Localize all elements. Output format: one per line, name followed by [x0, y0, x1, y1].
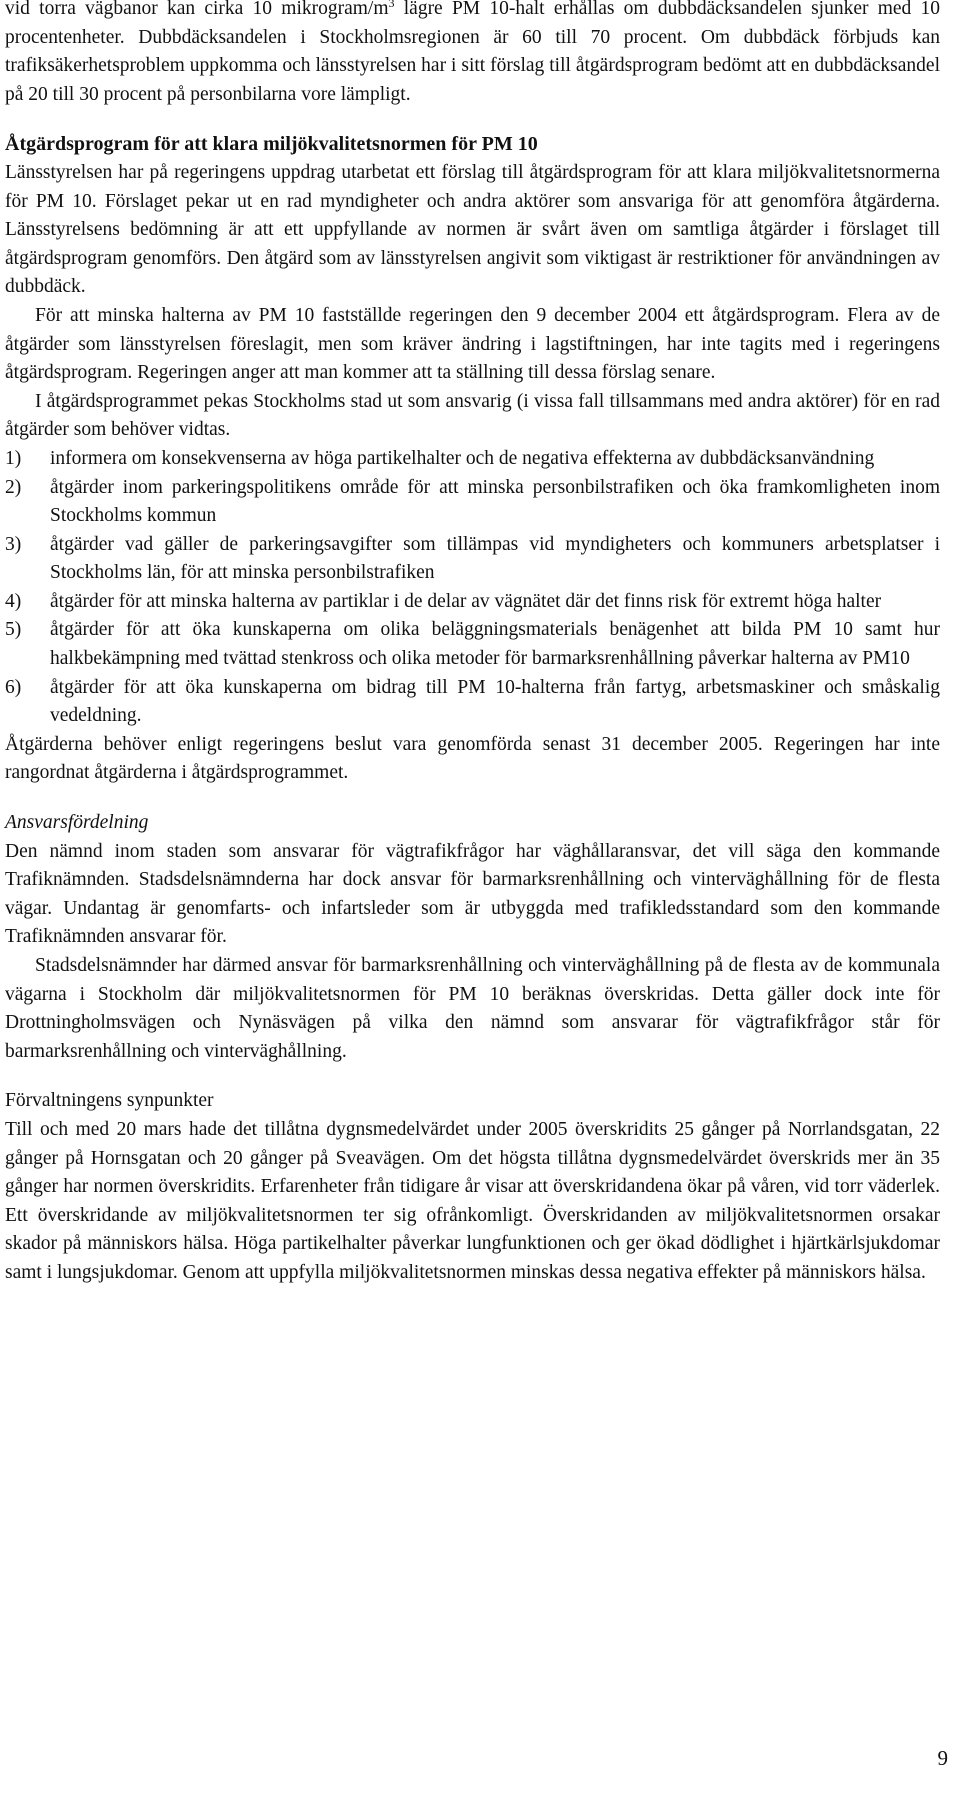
list-item-text: åtgärder för att minska halterna av partiklar i de delar av vägnätet där det finns risk för extremt höga halter: [50, 590, 882, 612]
responsibility-paragraph-1: Den nämnd inom staden som ansvarar för vägtrafikfrågor har väghållaransvar, det vill säga den kommande Trafiknämnden. Stadsdelsnämnderna har dock ansvar för barmarksrenhållning och vinterväghållning för de flesta vägar. Undantag är genomfarts- och infartsleder som är utbyggda med trafikledsstandard som den kommande Trafiknämnden ansvarar för.: [5, 840, 940, 948]
superscript-3: 3: [388, 0, 395, 10]
list-item-number: 2): [5, 476, 22, 498]
responsibility-paragraph-2: Stadsdelsnämnder har därmed ansvar för barmarksrenhållning och vinterväghållning på de flesta av de kommunala vägarna i Stockholm där miljökvalitetsnormen för PM 10 beräknas överskridas. Detta gäller dock inte för Drottningholmsvägen och Nynäsvägen på vilka den nämnd som ansvarar för vägtrafikfrågor står för barmarksrenhållning och vinterväghållning.: [5, 955, 940, 1062]
list-item: [5, 474, 940, 531]
section-heading-responsibility: Ansvarsfördelning: [5, 812, 149, 834]
section-heading-viewpoints: Förvaltningens synpunkter: [5, 1090, 214, 1112]
list-item-number: 4): [5, 590, 22, 612]
program-paragraph-3: I åtgärdsprogrammet pekas Stockholms stad ut som ansvarig (i vissa fall tillsammans med andra aktörer) för en rad åtgärder som behöver vidtas.: [5, 390, 940, 441]
list-item-text: åtgärder för att öka kunskaperna om bidrag till PM 10-halterna från fartyg, arbetsmaskiner och småskalig vedeldning.: [50, 676, 940, 727]
section-heading-program: Åtgärdsprogram för att klara miljökvalitetsnormen för PM 10: [5, 133, 538, 156]
document-page: [5, 0, 940, 1288]
list-item-text: åtgärder inom parkeringspolitikens område för att minska personbilstrafiken och öka framkomligheten inom Stockholms kommun: [50, 476, 940, 527]
list-item-text: åtgärder vad gäller de parkeringsavgifter som tillämpas vid myndigheters och kommuners arbetsplatser i Stockholms län, för att minska personbilstrafiken: [50, 533, 940, 584]
list-item-text: informera om konsekvenserna av höga partikelhalter och de negativa effekterna av dubbdäcksanvändning: [50, 447, 875, 469]
intro-text-rest: lägre PM 10-halt erhållas om dubbdäcksandelen sjunker med 10 procentenheter. Dubbdäcksandelen i Stockholmsregionen är 60 till 70 procent. Om dubbdäck förbjuds kan trafiksäkerhetsproblem uppkomma och länsstyrelsen har i sitt förslag till åtgärdsprogram bedömt att en dubbdäcksandel på 20 till 30 procent på personbilarna vore lämpligt.: [5, 0, 941, 105]
list-item: [5, 674, 940, 731]
program-paragraph-2: För att minska halterna av PM 10 fastställde regeringen den 9 december 2004 ett åtgärdsprogram. Flera av de åtgärder som länsstyrelsen föreslagit, men som kräver ändring i lagstiftningen, har inte tagits med i regeringens åtgärdsprogram. Regeringen anger att man kommer att ta ställning till dessa förslag senare.: [5, 304, 940, 384]
list-item: [5, 588, 940, 617]
page-number: 9: [937, 1746, 948, 1770]
list-item: [5, 531, 940, 588]
list-item-text: åtgärder för att öka kunskaperna om olika beläggningsmaterials benägenhet att bilda PM 10 samt hur halkbekämpning med tvättad stenkross och olika metoder för barmarksrenhållning påverkar halterna av PM10: [50, 619, 940, 670]
list-item-number: 1): [5, 447, 22, 469]
viewpoints-paragraph-1: Till och med 20 mars hade det tillåtna dygnsmedelvärdet under 2005 överskridits 25 gånger på Norrlandsgatan, 22 gånger på Hornsgatan och 20 gånger på Sveavägen. Om det högsta tillåtna dygnsmedelvärdet överskrids mer än 35 gånger har normen överskridits. Erfarenheter från tidigare år visar att överskridandena ökar på våren, vid torr väderlek. Ett överskridande av miljökvalitetsnormen ter sig ofrånkomligt. Överskridanden av miljökvalitetsnormen orsakar skador på människors hälsa. Höga partikelhalter påverkar lungfunktionen och ger ökad dödlighet i hjärtkärlsjukdomar samt i lungsjukdomar. Genom att uppfylla miljökvalitetsnormen minskas dessa negativa effekter på människors hälsa.: [5, 1118, 940, 1283]
list-item-number: 3): [5, 533, 22, 555]
list-item-number: 5): [5, 619, 22, 641]
list-item: [5, 445, 940, 474]
intro-paragraph: [5, 0, 940, 109]
list-item-number: 6): [5, 676, 22, 698]
intro-text-start: vid torra vägbanor kan cirka 10 mikrogram/m: [5, 0, 389, 19]
program-paragraph-4: Åtgärderna behöver enligt regeringens beslut vara genomförda senast 31 december 2005. Regeringen har inte rangordnat åtgärderna i åtgärdsprogrammet.: [5, 733, 940, 784]
measures-list: [5, 445, 940, 731]
program-paragraph-1: Länsstyrelsen har på regeringens uppdrag utarbetat ett förslag till åtgärdsprogram för att klara miljökvalitetsnormerna för PM 10. Förslaget pekar ut en rad myndigheter och andra aktörer som ansvariga för att genomföra åtgärderna. Länsstyrelsens bedömning är att ett uppfyllande av normen är svårt även om samtliga åtgärder i förslaget till åtgärdsprogram genomförs. Den åtgärd som av länsstyrelsen angivit som viktigast är restriktioner för användningen av dubbdäck.: [5, 161, 940, 298]
list-item: [5, 616, 940, 673]
